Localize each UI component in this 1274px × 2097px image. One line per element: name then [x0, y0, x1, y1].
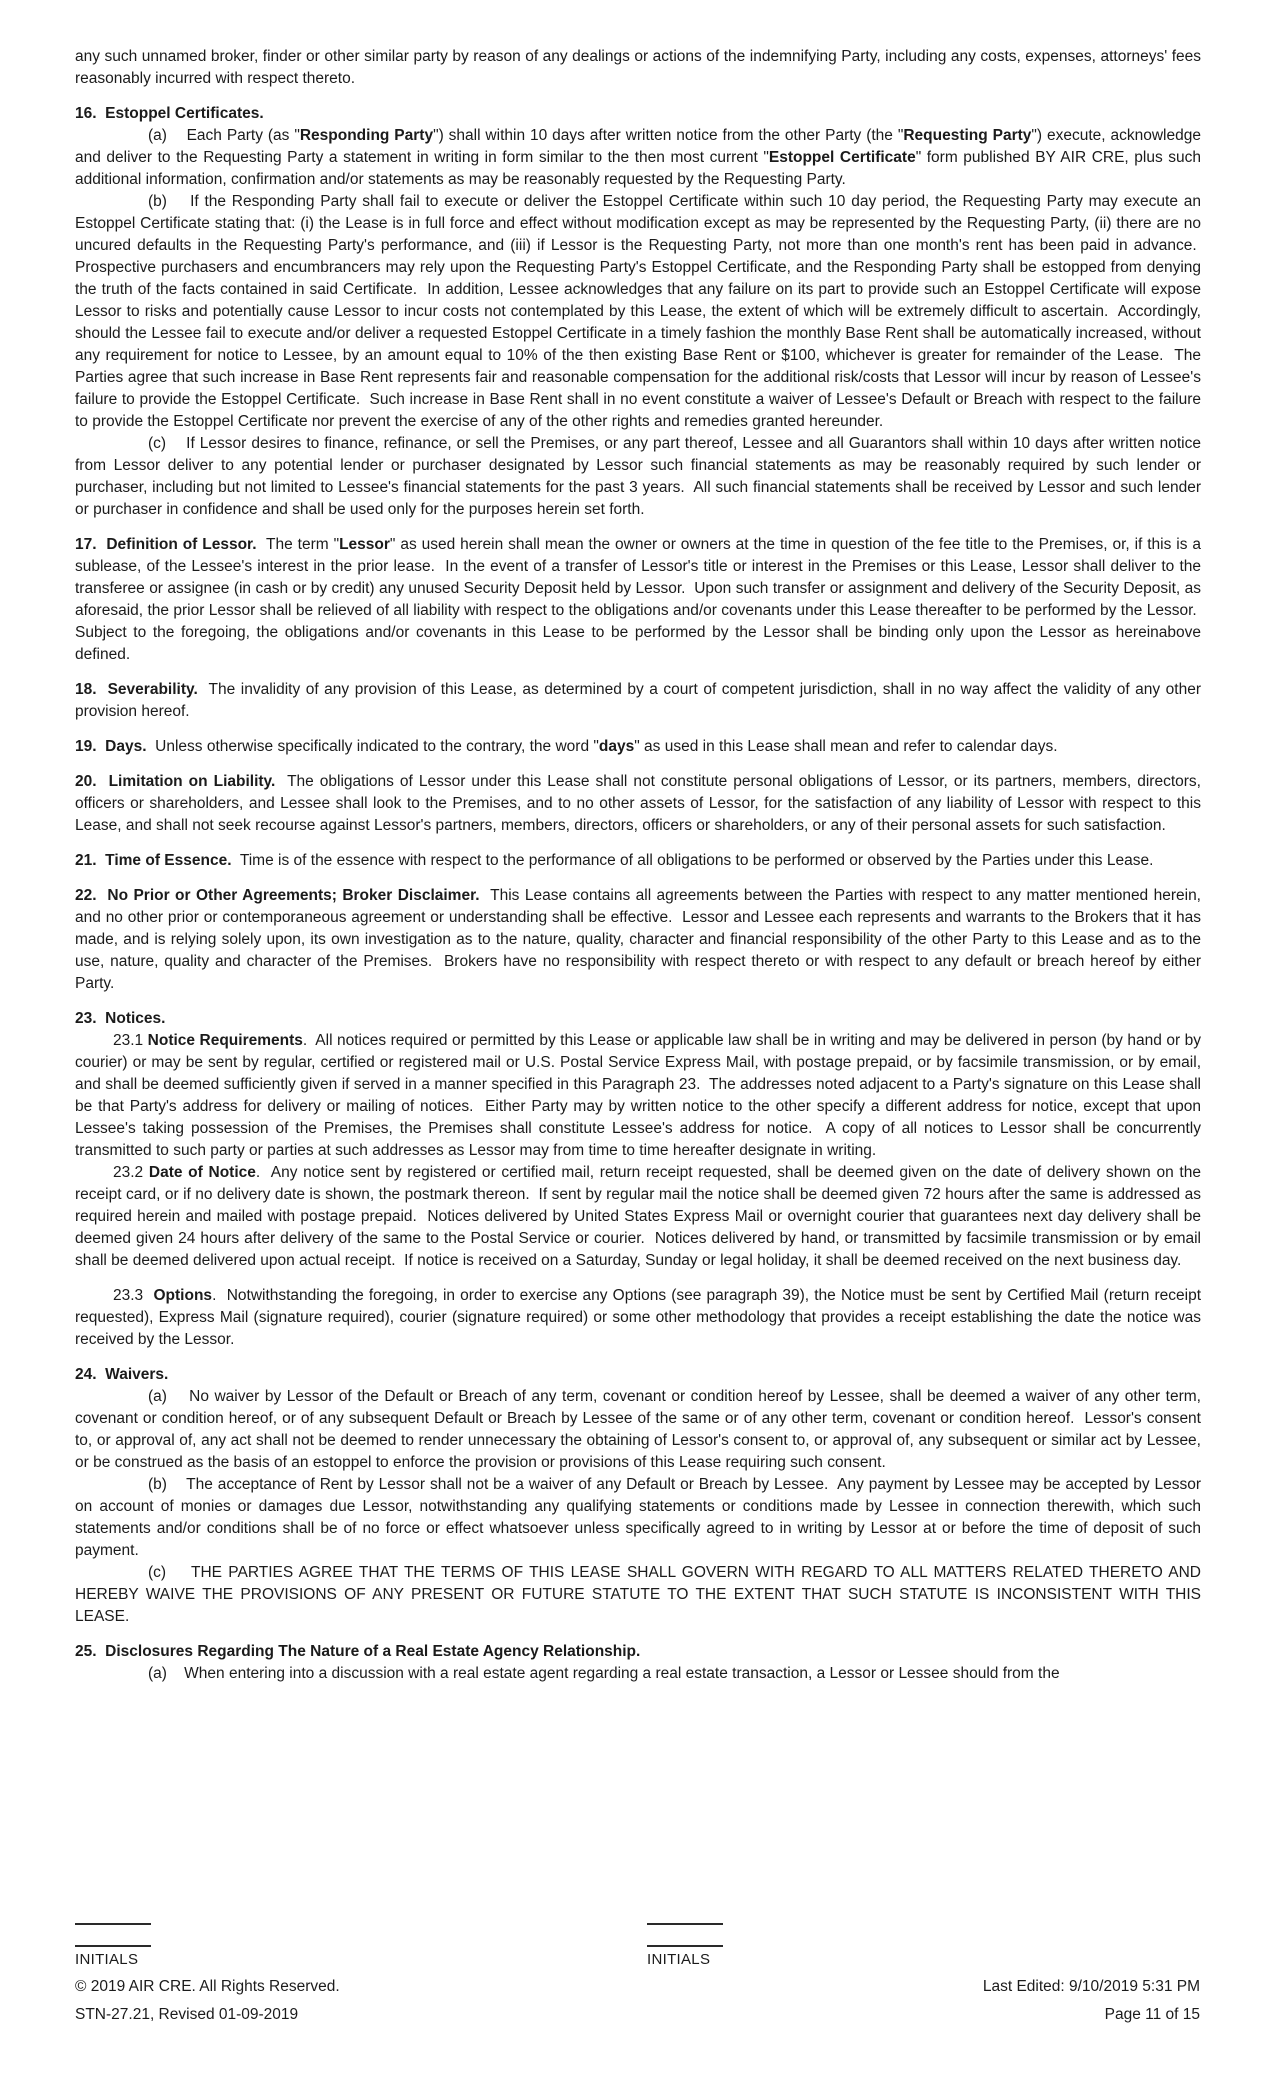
copyright-text: © 2019 AIR CRE. All Rights Reserved. [75, 1978, 340, 1995]
section-25-heading: 25. Disclosures Regarding The Nature of a Real Estate Agency Relationship. [75, 1643, 641, 1660]
section-17: 17. Definition of Lessor. The term "Lessor" as used herein shall mean the owner or owners at the time in question of the fee title to the Premises, or, if this is a sublease, of the Lessee's interest in the prior lease. In the event of a transfer of Lessor's title or interest in the Premises or this Lease, Lessor shall deliver to the transferee or assignee (in cash or by credit) any unused Security Deposit held by Lessor. Upon such transfer or assignment and delivery of the Security Deposit, as aforesaid, the prior Lessor shall be relieved of all liability with respect to the obligations and/or covenants under this Lease thereafter to be performed by the Lessor. Subject to the foregoing, the obligations and/or covenants in this Lease to be performed by the Lessor shall be binding only upon the Lessor as hereinabove defined. [75, 536, 1201, 663]
document-body [75, 46, 1201, 1685]
section-23-heading: 23. Notices. [75, 1010, 166, 1027]
initials-field-left[interactable] [75, 1923, 165, 1969]
para-23-3: 23.3 Options. Notwithstanding the foregoing, in order to exercise any Options (see paragraph 39), the Notice must be sent by Certified Mail (return receipt requested), Express Mail (signature required), courier (signature required) or some other methodology that provides a receipt establishing the date the notice was received by the Lessor. [75, 1287, 1201, 1348]
continued-paragraph: any such unnamed broker, finder or other similar party by reason of any dealings or actions of the indemnifying Party, including any costs, expenses, attorneys' fees reasonably incurred with respect thereto. [75, 48, 1201, 87]
initials-line[interactable] [647, 1923, 723, 1925]
initials-field-right[interactable] [647, 1923, 737, 1969]
initials-label: INITIALS [75, 1951, 139, 1968]
section-20: 20. Limitation on Liability. The obligations of Lessor under this Lease shall not constitute personal obligations of Lessor, or its partners, members, directors, officers or shareholders, and Lessee shall look to the Premises, and to no other assets of Lessor, for the satisfaction of any liability of Lessor with respect to this Lease, and shall not seek recourse against Lessor's partners, members, directors, officers or shareholders, or any of their personal assets for such satisfaction. [75, 773, 1201, 834]
para-16b: (b) If the Responding Party shall fail to execute or deliver the Estoppel Certificate within such 10 day period, the Requesting Party may execute an Estoppel Certificate stating that: (i) the Lease is in full force and effect without modification except as may be represented by the Requesting Party, (ii) there are no uncured defaults in the Requesting Party's performance, and (iii) if Lessor is the Requesting Party, not more than one month's rent has been paid in advance. Prospective purchasers and encumbrancers may rely upon the Requesting Party's Estoppel Certificate, and the Responding Party shall be estopped from denying the truth of the facts contained in said Certificate. In addition, Lessee acknowledges that any failure on its part to provide such an Estoppel Certificate will expose Lessor to risks and potentially cause Lessor to incur costs not contemplated by this Lease, the extent of which will be extremely difficult to ascertain. Accordingly, should the Lessee fail to execute and/or deliver a requested Estoppel Certificate in a timely fashion the monthly Base Rent shall be automatically increased, without any requirement for notice to Lessee, by an amount equal to 10% of the then existing Base Rent or $100, whichever is greater for remainder of the Lease. The Parties agree that such increase in Base Rent represents fair and reasonable compensation for the additional risk/costs that Lessor will incur by reason of Lessee's failure to provide the Estoppel Certificate. Such increase in Base Rent shall in no event constitute a waiver of Lessee's Default or Breach with respect to the failure to provide the Estoppel Certificate nor prevent the exercise of any of the other rights and remedies granted hereunder. [75, 193, 1201, 430]
section-22: 22. No Prior or Other Agreements; Broker Disclaimer. This Lease contains all agreements between the Parties with respect to any matter mentioned herein, and no other prior or contemporaneous agreement or understanding shall be effective. Lessor and Lessee each represents and warrants to the Brokers that it has made, and is relying solely upon, its own investigation as to the nature, quality, character and financial responsibility of the other Party to this Lease and as to the use, nature, quality and character of the Premises. Brokers have no responsibility with respect thereto or with respect to any default or breach hereof by either Party. [75, 887, 1201, 992]
para-16a: (a) Each Party (as "Responding Party") shall within 10 days after written notice from the other Party (the "Requesting Party") execute, acknowledge and deliver to the Requesting Party a statement in writing in form similar to the then most current "Estoppel Certificate" form published BY AIR CRE, plus such additional information, confirmation and/or statements as may be reasonably requested by the Requesting Party. [75, 127, 1202, 188]
para-25a: (a) When entering into a discussion with a real estate agent regarding a real estate transaction, a Lessor or Lessee should from the [148, 1665, 1060, 1682]
page-number-text: Page 11 of 15 [1104, 2006, 1200, 2023]
section-21: 21. Time of Essence. Time is of the essence with respect to the performance of all obligations to be performed or observed by the Parties under this Lease. [75, 852, 1154, 869]
footer-row-copyright [75, 1976, 1200, 1998]
para-24c: (c) THE PARTIES AGREE THAT THE TERMS OF THIS LEASE SHALL GOVERN WITH REGARD TO ALL MATTERS RELATED THERETO AND HEREBY WAIVE THE PROVISIONS OF ANY PRESENT OR FUTURE STATUTE TO THE EXTENT THAT SUCH STATUTE IS INCONSISTENT WITH THIS LEASE. [75, 1564, 1201, 1625]
last-edited-text: Last Edited: 9/10/2019 5:31 PM [982, 1978, 1200, 1995]
form-version-text: STN-27.21, Revised 01-09-2019 [75, 2006, 299, 2023]
initials-line[interactable] [75, 1945, 151, 1947]
section-16-heading: 16. Estoppel Certificates. [75, 105, 264, 122]
para-24b: (b) The acceptance of Rent by Lessor shall not be a waiver of any Default or Breach by Lessee. Any payment by Lessee may be accepted by Lessor on account of monies or damages due Lessor, notwithstanding any qualifying statements or conditions made by Lessee in connection therewith, which such statements and/or conditions shall be of no force or effect whatsoever unless specifically agreed to in writing by Lessor at or before the time of deposit of such payment. [75, 1476, 1201, 1559]
initials-line[interactable] [75, 1923, 151, 1925]
footer-row-version [75, 2004, 1200, 2026]
initials-label: INITIALS [647, 1951, 711, 1968]
initials-line[interactable] [647, 1945, 723, 1947]
para-23-2: 23.2 Date of Notice. Any notice sent by registered or certified mail, return receipt requested, shall be deemed given on the date of delivery shown on the receipt card, or if no delivery date is shown, the postmark thereon. If sent by regular mail the notice shall be deemed given 72 hours after the same is addressed as required herein and mailed with postage prepaid. Notices delivered by United States Express Mail or overnight courier that guarantees next day delivery shall be deemed given 24 hours after delivery of the same to the Postal Service or courier. Notices delivered by hand, or transmitted by facsimile transmission or by email shall be deemed delivered upon actual receipt. If notice is received on a Saturday, Sunday or legal holiday, it shall be deemed received on the next business day. [75, 1164, 1201, 1269]
section-18: 18. Severability. The invalidity of any provision of this Lease, as determined by a court of competent jurisdiction, shall in no way affect the validity of any other provision hereof. [75, 681, 1201, 720]
para-23-1: 23.1 Notice Requirements. All notices required or permitted by this Lease or applicable law shall be in writing and may be delivered in person (by hand or by courier) or may be sent by regular, certified or registered mail or U.S. Postal Service Express Mail, with postage prepaid, or by facsimile transmission, or by email, and shall be deemed sufficiently given if served in a manner specified in this Paragraph 23. The addresses noted adjacent to a Party's signature on this Lease shall be that Party's address for delivery or mailing of notices. Either Party may by written notice to the other specify a different address for notice, except that upon Lessee's taking possession of the Premises, the Premises shall constitute Lessee's address for notice. A copy of all notices to Lessor shall be concurrently transmitted to such party or parties at such addresses as Lessor may from time to time hereafter designate in writing. [75, 1032, 1201, 1159]
para-24a: (a) No waiver by Lessor of the Default or Breach of any term, covenant or condition hereof by Lessee, shall be deemed a waiver of any other term, covenant or condition hereof, or of any subsequent Default or Breach by Lessee of the same or of any other term, covenant or condition hereof. Lessor's consent to, or approval of, any act shall not be deemed to render unnecessary the obtaining of Lessor's consent to, or approval of, any subsequent or similar act by Lessee, or be construed as the basis of an estoppel to enforce the provision or provisions of this Lease requiring such consent. [75, 1388, 1201, 1471]
para-16c: (c) If Lessor desires to finance, refinance, or sell the Premises, or any part thereof, Lessee and all Guarantors shall within 10 days after written notice from Lessor deliver to any potential lender or purchaser designated by Lessor such financial statements as may be reasonably required by such lender or purchaser, including but not limited to Lessee's financial statements for the past 3 years. All such financial statements shall be received by Lessor and such lender or purchaser in confidence and shall be used only for the purposes herein set forth. [75, 435, 1201, 518]
section-19: 19. Days. Unless otherwise specifically indicated to the contrary, the word "days" as used in this Lease shall mean and refer to calendar days. [75, 738, 1058, 755]
section-24-heading: 24. Waivers. [75, 1366, 169, 1383]
